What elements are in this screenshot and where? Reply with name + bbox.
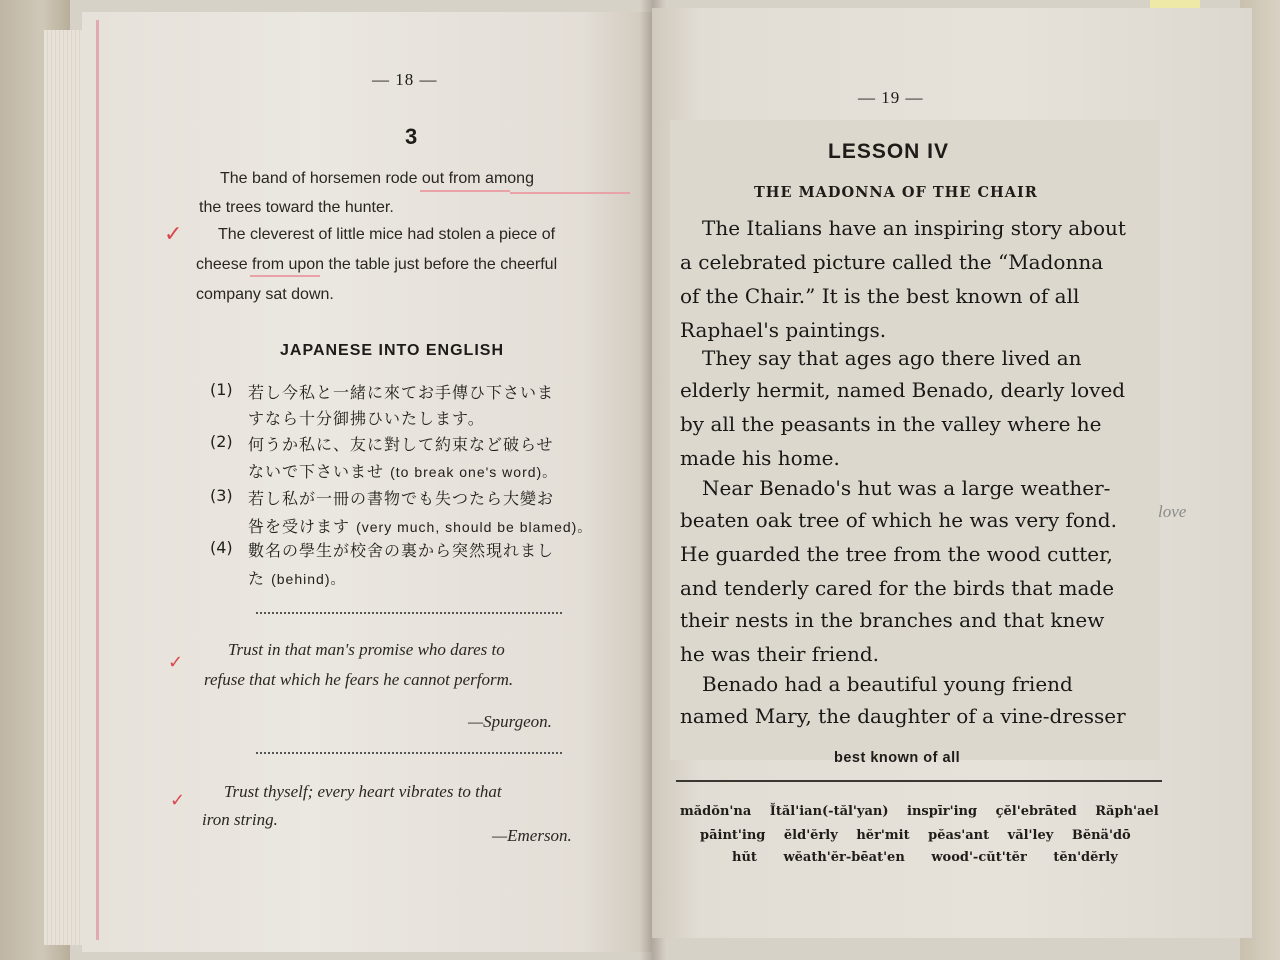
japanese-into-english-heading: JAPANESE INTO ENGLISH <box>280 342 504 359</box>
exercise-line: cheese from upon the table just before the cheerful <box>196 256 558 273</box>
red-underline <box>420 190 510 192</box>
dotted-divider <box>256 612 562 614</box>
pronunciation-row <box>700 828 1131 843</box>
pronunciation-word: pāint'ing <box>700 828 766 843</box>
story-line: named Mary, the daughter of a vine-dresser <box>680 704 1126 728</box>
pronunciation-word: tĕn'dĕrly <box>1053 850 1118 865</box>
story-line: beaten oak tree of which he was very fond. <box>680 508 1117 532</box>
pronunciation-word: çĕl'ebrāted <box>995 804 1077 819</box>
pronunciation-word: inspīr'ing <box>907 804 978 819</box>
japanese-sentence: 何うか私に、友に對して約束など破らせ <box>248 435 554 454</box>
exercise-line: The band of horsemen rode out from among <box>220 170 534 187</box>
japanese-sentence: 咎を受けます (very much, should be blamed)。 <box>248 517 593 536</box>
story-line: by all the peasants in the valley where he <box>680 412 1102 436</box>
english-hint: (to break one's word)。 <box>390 464 558 480</box>
japanese-sentence: 數名の學生が校舍の裏から突然現れまし <box>248 541 555 560</box>
japanese-sentence: 若し私が一冊の書物でも失つたら大變お <box>248 489 555 508</box>
story-line: The Italians have an inspiring story about <box>702 216 1126 240</box>
exercise-line: company sat down. <box>196 286 334 303</box>
pronunciation-word: pĕas'ant <box>928 828 990 843</box>
japanese-sentence: 若し今私と一緒に來てお手傳ひ下さいま <box>248 383 555 402</box>
quote-author: —Spurgeon. <box>468 712 552 731</box>
lesson-title: LESSON IV <box>828 140 950 163</box>
item-number: (3) <box>210 486 233 505</box>
japanese-sentence: すなら十分御拂ひいたします。 <box>248 409 485 428</box>
story-line: He guarded the tree from the wood cutter, <box>680 542 1113 566</box>
item-number: (2) <box>210 432 233 451</box>
japanese-sentence: ないで下さいませ (to break one's word)。 <box>248 462 558 481</box>
right-page-number: — 19 — <box>858 88 924 107</box>
pronunciation-word: hŭt <box>732 850 757 865</box>
story-line: a celebrated picture called the “Madonna <box>680 250 1104 274</box>
pronunciation-word: mădŏn'na <box>680 804 752 819</box>
footnote-phrase: best known of all <box>834 750 961 766</box>
story-line: he was their friend. <box>680 642 880 666</box>
pencil-margin-note: love <box>1158 502 1187 521</box>
quote-line: iron string. <box>202 810 278 829</box>
quote-line: refuse that which he fears he cannot perform. <box>204 670 514 689</box>
section-number: 3 <box>405 124 419 149</box>
story-line: their nests in the branches and that knew <box>680 608 1105 632</box>
exercise-line: The cleverest of little mice had stolen a piece of <box>218 226 556 243</box>
japanese-sentence: た (behind)。 <box>248 569 346 588</box>
english-hint: (behind)。 <box>271 571 346 587</box>
red-underline <box>510 192 630 194</box>
red-check-mark: ✓ <box>170 790 186 811</box>
story-line: and tenderly cared for the birds that made <box>680 576 1115 600</box>
pronunciation-word: ĕld'ĕrly <box>783 828 838 843</box>
pronunciation-word: Bĕnä'dō <box>1071 828 1131 843</box>
story-line: made his home. <box>680 446 840 470</box>
quote-author: —Emerson. <box>492 826 572 845</box>
footnote-rule <box>676 780 1162 782</box>
pronunciation-word: wĕath'ĕr-bēat'en <box>783 850 905 865</box>
story-line: elderly hermit, named Benado, dearly loved <box>680 378 1126 402</box>
story-line: Raphael's paintings. <box>680 318 887 342</box>
quote-line: Trust in that man's promise who dares to <box>228 640 505 659</box>
english-hint: (very much, should be blamed)。 <box>356 519 593 535</box>
exercise-line: the trees toward the hunter. <box>199 199 394 216</box>
pronunciation-word: Răph'ael <box>1095 804 1159 819</box>
left-page-number: — 18 — <box>372 70 438 89</box>
story-line: Benado had a beautiful young friend <box>702 672 1073 696</box>
dotted-divider <box>256 752 562 754</box>
pronunciation-row <box>680 804 1159 819</box>
story-line: of the Chair.” It is the best known of all <box>680 284 1080 308</box>
page-stack-edge <box>44 30 84 945</box>
left-page <box>82 12 652 952</box>
pronunciation-word: wood'-cŭt'tĕr <box>931 850 1027 865</box>
item-number: (1) <box>210 380 233 399</box>
pronunciation-word: Ĭtăl'ian(-tăl'yan) <box>769 804 889 819</box>
item-number: (4) <box>210 538 233 557</box>
page-edge-pink <box>96 20 99 940</box>
pronunciation-word: hĕr'mit <box>856 828 910 843</box>
red-check-mark: ✓ <box>164 222 183 247</box>
quote-line: Trust thyself; every heart vibrates to that <box>224 782 502 801</box>
red-check-mark: ✓ <box>168 652 184 673</box>
pronunciation-word: văl'ley <box>1007 828 1054 843</box>
story-title: THE MADONNA OF THE CHAIR <box>754 184 1038 201</box>
story-line: They say that ages ago there lived an <box>702 346 1082 370</box>
pronunciation-row <box>732 850 1118 865</box>
story-line: Near Benado's hut was a large weather- <box>702 476 1111 500</box>
red-underline <box>250 275 320 277</box>
